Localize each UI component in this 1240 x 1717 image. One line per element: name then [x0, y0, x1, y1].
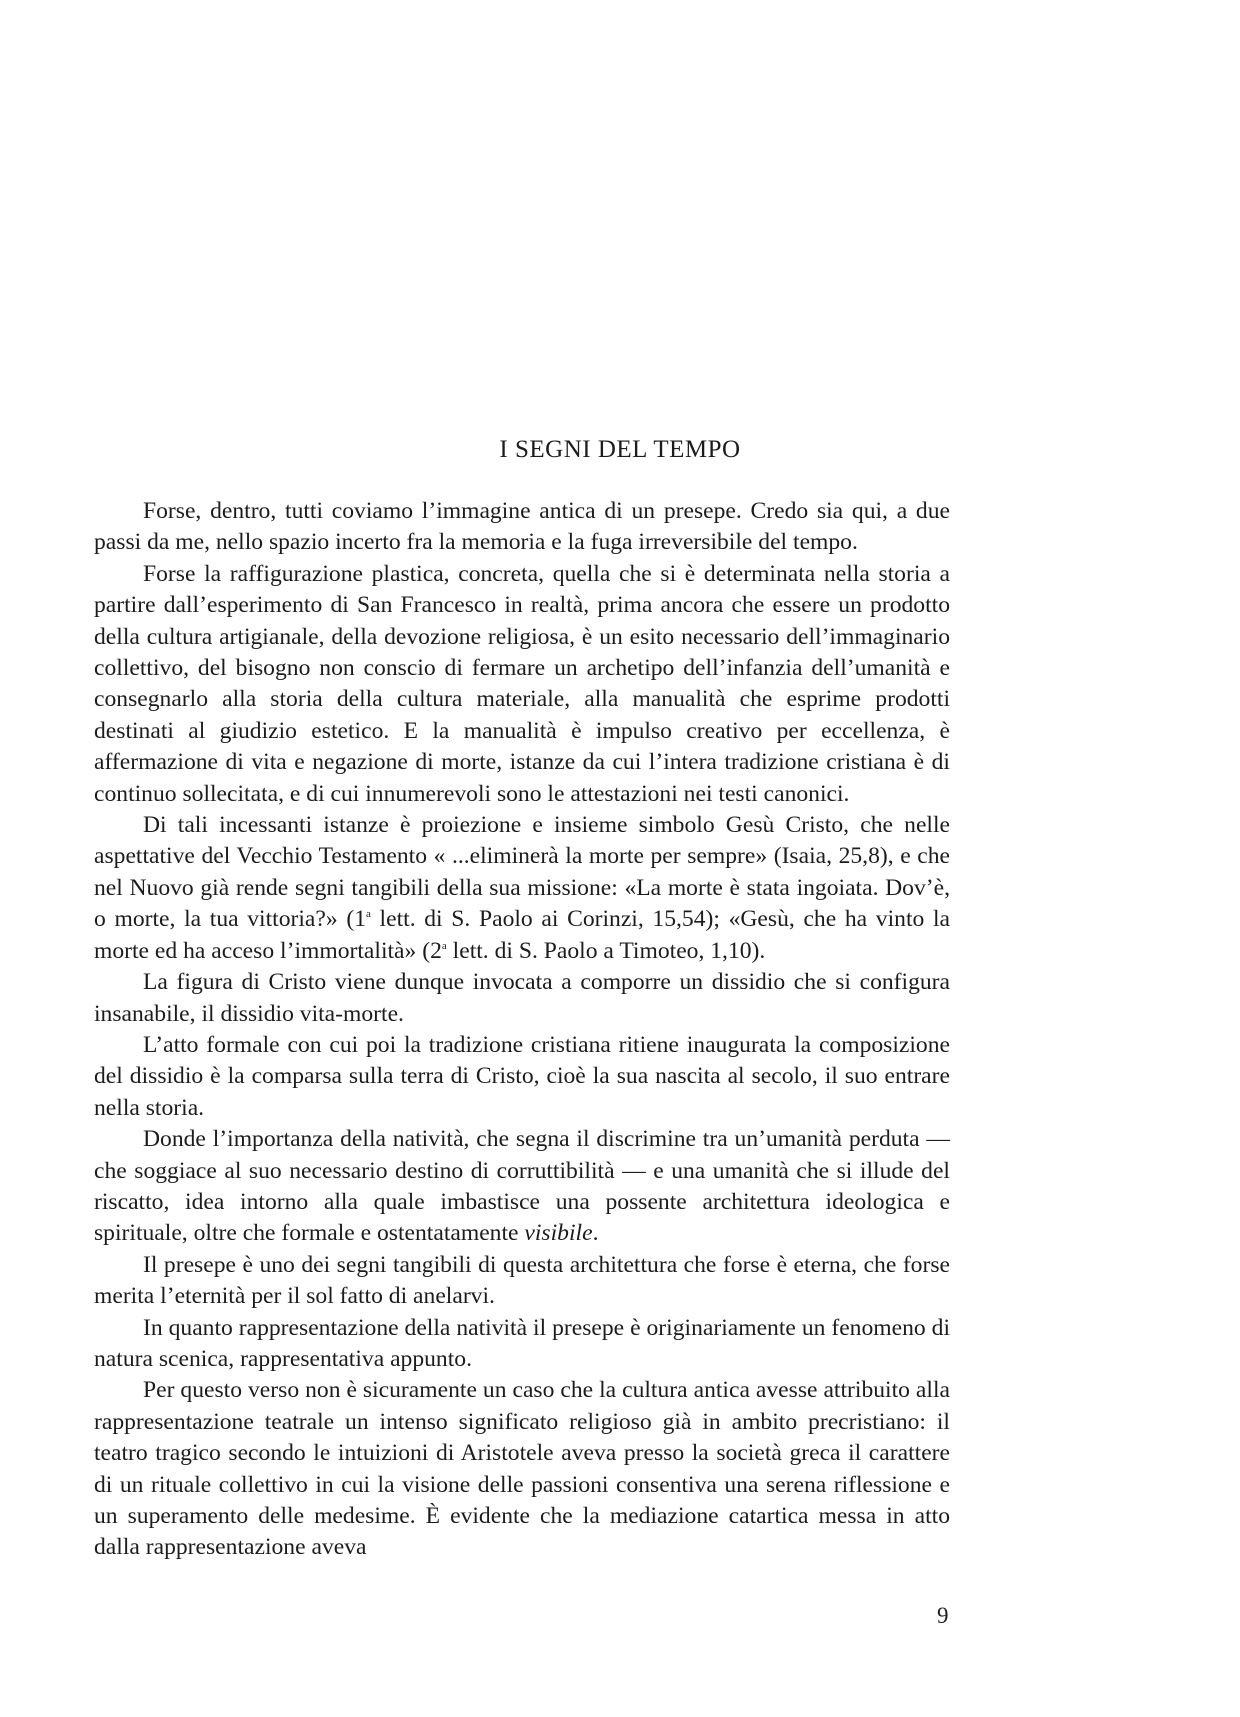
- italic-word: visibile: [524, 1220, 593, 1247]
- paragraph-6-text-a: Donde l’importanza della natività, che segna il discrimine tra un’umanità perduta — che soggiace al suo necessario destino di corruttibilità — e una umanità che si illude del riscatto, idea intorno alla quale imbastisce una possente architettura ideologica e spirituale, oltre che formale e ostentatamente: [94, 1126, 950, 1247]
- paragraph-3: [94, 810, 950, 967]
- paragraph-6-text-b: .: [592, 1220, 599, 1247]
- paragraph-4: La figura di Cristo viene dunque invocata a comporre un dissidio che si configura insanabile, il dissidio vita-morte.: [94, 969, 950, 1027]
- paragraph-6: [94, 1124, 950, 1250]
- superscript-first: a: [366, 908, 371, 921]
- body-text: [94, 496, 950, 1564]
- paragraph-5: L’atto formale con cui poi la tradizione cristiana ritiene inaugurata la composizione del dissidio è la comparsa sulla terra di Cristo, cioè la sua nascita al secolo, il suo entrare nella storia.: [94, 1031, 950, 1121]
- paragraph-8: In quanto rappresentazione della natività il presepe è originariamente un fenomeno di natura scenica, rappresentativa appunto.: [94, 1314, 950, 1372]
- paragraph-9: Per questo verso non è sicuramente un caso che la cultura antica avesse attribuito alla rappresentazione teatrale un intenso significato religioso già in ambito precristiano: il teatro tragico secondo le intuizioni di Aristotele aveva presso la società greca il carattere di un rituale collettivo in cui la visione delle passioni consentiva una serena riflessione e un superamento delle medesime. È evidente che la mediazione catartica messa in atto dalla rappresentazione aveva: [94, 1377, 950, 1561]
- paragraph-2: Forse la raffigurazione plastica, concreta, quella che si è determinata nella storia a partire dall’esperimento di San Francesco in realtà, prima ancora che essere un prodotto della cultura artigianale, della devozione religiosa, è un esito necessario dell’immaginario collettivo, del bisogno non conscio di fermare un archetipo dell’infanzia dell’umanità e consegnarlo alla storia della cultura materiale, alla manualità che esprime prodotti destinati al giudizio estetico. E la manualità è impulso creativo per eccellenza, è affermazione di vita e negazione di morte, istanze da cui l’intera tradizione cristiana è di continuo sollecitata, e di cui innumerevoli sono le attestazioni nei testi canonici.: [94, 560, 950, 807]
- paragraph-1: Forse, dentro, tutti coviamo l’immagine antica di un presepe. Credo sia qui, a due passi da me, nello spazio incerto fra la memoria e la fuga irreversibile del tempo.: [94, 498, 950, 556]
- paragraph-3-text-c: lett. di S. Paolo a Timoteo, 1,10).: [446, 937, 766, 964]
- paragraph-7: Il presepe è uno dei segni tangibili di questa architettura che forse è eterna, che forse merita l’eternità per il sol fatto di anelarvi.: [94, 1251, 950, 1310]
- superscript-second: a: [441, 939, 447, 952]
- paragraph-3-text-b: lett. di S. Paolo ai Corinzi, 15,54); «Gesù, che ha vinto la morte ed ha acceso l’immortalità» (2: [94, 906, 950, 964]
- chapter-title: I SEGNI DEL TEMPO: [499, 436, 741, 463]
- page-number: 9: [937, 1603, 949, 1628]
- paragraph-3-text-a: Di tali incessanti istanze è proiezione e insieme simbolo Gesù Cristo, che nelle aspettative del Vecchio Testamento « ...eliminerà la morte per sempre» (Isaia, 25,8), e che nel Nuovo già rende segni tangibili della sua missione: «La morte è stata ingoiata. Dov’è, o morte, la tua vittoria?» (1: [94, 812, 950, 933]
